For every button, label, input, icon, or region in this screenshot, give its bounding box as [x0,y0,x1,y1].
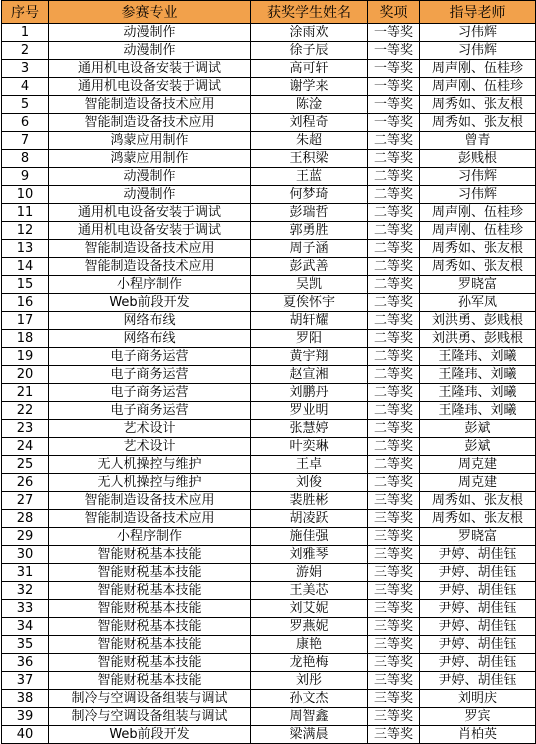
cell-subject: 鸿蒙应用制作 [49,132,251,150]
cell-student-name: 刘鹏丹 [251,384,368,402]
table-row [2,132,536,150]
cell-subject: 动漫制作 [49,24,251,42]
cell-subject: Web前段开发 [49,294,251,312]
cell-student-name: 游娟 [251,564,368,582]
table-row [2,726,536,744]
table-row [2,582,536,600]
cell-teacher: 周秀如、张友根 [420,510,536,528]
cell-student-name: 彭瑞哲 [251,204,368,222]
cell-index: 8 [2,150,49,168]
table-row [2,456,536,474]
cell-subject: 电子商务运营 [49,384,251,402]
cell-index: 29 [2,528,49,546]
cell-subject: 通用机电设备安装于调试 [49,78,251,96]
cell-student-name: 吴凯 [251,276,368,294]
cell-teacher: 尹婷、胡佳钰 [420,618,536,636]
cell-subject: 制冷与空调设备组装与调试 [49,690,251,708]
cell-subject: 制冷与空调设备组装与调试 [49,708,251,726]
cell-teacher: 周声刚、伍桂珍 [420,222,536,240]
cell-teacher: 周秀如、张友根 [420,96,536,114]
cell-index: 27 [2,492,49,510]
header-row [2,1,536,24]
cell-subject: 无人机操控与维护 [49,474,251,492]
cell-student-name: 彭武善 [251,258,368,276]
cell-teacher: 王隆玮、刘曦 [420,402,536,420]
table-row [2,294,536,312]
cell-award: 二等奖 [368,330,420,348]
cell-award: 一等奖 [368,24,420,42]
cell-subject: 通用机电设备安装于调试 [49,222,251,240]
table-row [2,204,536,222]
table-row [2,474,536,492]
cell-student-name: 高可轩 [251,60,368,78]
header-teacher: 指导老师 [420,1,536,24]
cell-teacher: 刘洪勇、彭贱根 [420,312,536,330]
cell-award: 二等奖 [368,276,420,294]
table-row [2,384,536,402]
cell-teacher: 周秀如、张友根 [420,240,536,258]
cell-subject: 智能财税基本技能 [49,654,251,672]
cell-student-name: 康艳 [251,636,368,654]
cell-student-name: 张慧婷 [251,420,368,438]
cell-teacher: 周秀如、张友根 [420,258,536,276]
cell-teacher: 尹婷、胡佳钰 [420,564,536,582]
cell-award: 二等奖 [368,348,420,366]
cell-subject: 艺术设计 [49,438,251,456]
cell-subject: 电子商务运营 [49,348,251,366]
cell-index: 40 [2,726,49,744]
table-row [2,402,536,420]
cell-subject: 动漫制作 [49,186,251,204]
cell-index: 9 [2,168,49,186]
cell-index: 15 [2,276,49,294]
table-row [2,564,536,582]
cell-student-name: 胡凌跃 [251,510,368,528]
cell-index: 20 [2,366,49,384]
cell-award: 三等奖 [368,708,420,726]
cell-subject: 智能制造设备技术应用 [49,258,251,276]
cell-index: 19 [2,348,49,366]
cell-teacher: 周秀如、张友根 [420,114,536,132]
cell-award: 一等奖 [368,96,420,114]
cell-student-name: 罗燕妮 [251,618,368,636]
cell-subject: 网络布线 [49,312,251,330]
table-row [2,492,536,510]
cell-student-name: 刘雅琴 [251,546,368,564]
cell-teacher: 周秀如、张友根 [420,492,536,510]
cell-subject: 智能制造设备技术应用 [49,492,251,510]
cell-award: 二等奖 [368,312,420,330]
cell-subject: 动漫制作 [49,168,251,186]
cell-subject: 智能财税基本技能 [49,636,251,654]
cell-teacher: 肖柏英 [420,726,536,744]
cell-award: 二等奖 [368,420,420,438]
cell-award: 三等奖 [368,600,420,618]
cell-index: 2 [2,42,49,60]
cell-teacher: 习伟辉 [420,168,536,186]
table-row [2,654,536,672]
table-body [2,24,536,744]
cell-index: 3 [2,60,49,78]
cell-student-name: 裴胜彬 [251,492,368,510]
table-row [2,348,536,366]
table-row [2,114,536,132]
header-student-name: 获奖学生姓名 [251,1,368,24]
cell-student-name: 叶奕琳 [251,438,368,456]
cell-index: 25 [2,456,49,474]
table-row [2,690,536,708]
cell-subject: 艺术设计 [49,420,251,438]
cell-award: 三等奖 [368,510,420,528]
table-row [2,438,536,456]
cell-index: 39 [2,708,49,726]
header-award: 奖项 [368,1,420,24]
table-row [2,150,536,168]
cell-award: 二等奖 [368,366,420,384]
cell-teacher: 周声刚、伍桂珍 [420,78,536,96]
cell-student-name: 施佳强 [251,528,368,546]
cell-subject: 智能制造设备技术应用 [49,96,251,114]
cell-index: 10 [2,186,49,204]
cell-teacher: 彭斌 [420,420,536,438]
cell-teacher: 周声刚、伍桂珍 [420,60,536,78]
table-row [2,96,536,114]
cell-subject: 智能财税基本技能 [49,672,251,690]
cell-teacher: 孙军凤 [420,294,536,312]
cell-student-name: 罗业明 [251,402,368,420]
cell-subject: Web前段开发 [49,726,251,744]
cell-student-name: 龙艳梅 [251,654,368,672]
cell-subject: 通用机电设备安装于调试 [49,204,251,222]
cell-teacher: 罗宾 [420,708,536,726]
cell-subject: 网络布线 [49,330,251,348]
cell-index: 17 [2,312,49,330]
awards-table [1,0,536,744]
cell-index: 34 [2,618,49,636]
cell-student-name: 梁满晨 [251,726,368,744]
cell-subject: 智能财税基本技能 [49,600,251,618]
cell-award: 三等奖 [368,672,420,690]
cell-student-name: 陈淦 [251,96,368,114]
cell-award: 三等奖 [368,582,420,600]
cell-teacher: 罗晓富 [420,528,536,546]
table-row [2,600,536,618]
table-row [2,276,536,294]
table-row [2,186,536,204]
cell-index: 36 [2,654,49,672]
cell-teacher: 尹婷、胡佳钰 [420,636,536,654]
cell-teacher: 周声刚、伍桂珍 [420,204,536,222]
cell-subject: 智能制造设备技术应用 [49,240,251,258]
cell-index: 31 [2,564,49,582]
cell-award: 三等奖 [368,546,420,564]
cell-teacher: 尹婷、胡佳钰 [420,672,536,690]
cell-index: 13 [2,240,49,258]
cell-subject: 小程序制作 [49,528,251,546]
cell-teacher: 习伟辉 [420,186,536,204]
cell-subject: 无人机操控与维护 [49,456,251,474]
cell-student-name: 徐子辰 [251,42,368,60]
cell-index: 35 [2,636,49,654]
table-row [2,546,536,564]
cell-subject: 智能制造设备技术应用 [49,114,251,132]
cell-student-name: 刘艾妮 [251,600,368,618]
cell-subject: 电子商务运营 [49,402,251,420]
cell-award: 二等奖 [368,240,420,258]
cell-student-name: 王美芯 [251,582,368,600]
cell-award: 二等奖 [368,204,420,222]
cell-student-name: 谢学来 [251,78,368,96]
cell-teacher: 尹婷、胡佳钰 [420,582,536,600]
cell-student-name: 赵宣湘 [251,366,368,384]
cell-student-name: 刘俊 [251,474,368,492]
cell-award: 二等奖 [368,294,420,312]
table-row [2,636,536,654]
cell-teacher: 罗晓富 [420,276,536,294]
cell-teacher: 曾青 [420,132,536,150]
cell-subject: 智能财税基本技能 [49,564,251,582]
table-row [2,168,536,186]
cell-student-name: 周智鑫 [251,708,368,726]
cell-index: 12 [2,222,49,240]
cell-index: 38 [2,690,49,708]
cell-index: 18 [2,330,49,348]
cell-index: 14 [2,258,49,276]
cell-subject: 鸿蒙应用制作 [49,150,251,168]
cell-student-name: 王积梁 [251,150,368,168]
cell-teacher: 王隆玮、刘曦 [420,366,536,384]
cell-index: 23 [2,420,49,438]
cell-award: 二等奖 [368,132,420,150]
cell-index: 4 [2,78,49,96]
table-row [2,222,536,240]
cell-teacher: 周克建 [420,474,536,492]
cell-award: 二等奖 [368,474,420,492]
cell-index: 7 [2,132,49,150]
cell-index: 24 [2,438,49,456]
cell-subject: 智能制造设备技术应用 [49,510,251,528]
cell-subject: 电子商务运营 [49,366,251,384]
cell-student-name: 黄宇翔 [251,348,368,366]
cell-subject: 智能财税基本技能 [49,618,251,636]
cell-index: 22 [2,402,49,420]
cell-award: 三等奖 [368,564,420,582]
cell-teacher: 刘明庆 [420,690,536,708]
cell-award: 一等奖 [368,114,420,132]
table-row [2,312,536,330]
table-row [2,420,536,438]
cell-student-name: 王卓 [251,456,368,474]
table-row [2,24,536,42]
cell-student-name: 郭勇胜 [251,222,368,240]
cell-student-name: 夏俟怀宇 [251,294,368,312]
cell-teacher: 周克建 [420,456,536,474]
table-row [2,60,536,78]
cell-award: 一等奖 [368,78,420,96]
table-row [2,528,536,546]
table-row [2,78,536,96]
header-subject: 参赛专业 [49,1,251,24]
table-row [2,330,536,348]
table-row [2,42,536,60]
cell-index: 32 [2,582,49,600]
table-row [2,672,536,690]
cell-award: 二等奖 [368,402,420,420]
table-row [2,366,536,384]
cell-award: 二等奖 [368,168,420,186]
cell-award: 二等奖 [368,384,420,402]
cell-award: 二等奖 [368,222,420,240]
cell-award: 二等奖 [368,150,420,168]
cell-index: 1 [2,24,49,42]
cell-teacher: 尹婷、胡佳钰 [420,546,536,564]
cell-student-name: 刘程奇 [251,114,368,132]
cell-award: 三等奖 [368,618,420,636]
table-row [2,708,536,726]
cell-award: 三等奖 [368,492,420,510]
cell-award: 一等奖 [368,42,420,60]
cell-award: 二等奖 [368,186,420,204]
cell-subject: 动漫制作 [49,42,251,60]
cell-award: 三等奖 [368,636,420,654]
table-row [2,510,536,528]
cell-teacher: 习伟辉 [420,24,536,42]
table-row [2,618,536,636]
cell-teacher: 王隆玮、刘曦 [420,384,536,402]
cell-subject: 小程序制作 [49,276,251,294]
cell-subject: 通用机电设备安装于调试 [49,60,251,78]
cell-student-name: 孙文杰 [251,690,368,708]
cell-student-name: 罗阳 [251,330,368,348]
cell-index: 16 [2,294,49,312]
cell-award: 一等奖 [368,60,420,78]
cell-subject: 智能财税基本技能 [49,546,251,564]
cell-award: 三等奖 [368,654,420,672]
cell-index: 37 [2,672,49,690]
cell-teacher: 彭贱根 [420,150,536,168]
cell-teacher: 彭斌 [420,438,536,456]
cell-award: 二等奖 [368,438,420,456]
cell-award: 二等奖 [368,456,420,474]
cell-student-name: 王蓝 [251,168,368,186]
cell-teacher: 王隆玮、刘曦 [420,348,536,366]
cell-award: 二等奖 [368,258,420,276]
cell-index: 21 [2,384,49,402]
header-index: 序号 [2,1,49,24]
cell-subject: 智能财税基本技能 [49,582,251,600]
table-row [2,258,536,276]
cell-index: 28 [2,510,49,528]
cell-student-name: 涂雨欢 [251,24,368,42]
cell-index: 30 [2,546,49,564]
cell-teacher: 习伟辉 [420,42,536,60]
cell-index: 6 [2,114,49,132]
cell-index: 33 [2,600,49,618]
cell-award: 三等奖 [368,690,420,708]
cell-student-name: 朱超 [251,132,368,150]
cell-teacher: 尹婷、胡佳钰 [420,600,536,618]
cell-student-name: 刘彤 [251,672,368,690]
cell-student-name: 胡轩耀 [251,312,368,330]
cell-teacher: 刘洪勇、彭贱根 [420,330,536,348]
cell-index: 26 [2,474,49,492]
cell-award: 三等奖 [368,528,420,546]
cell-teacher: 尹婷、胡佳钰 [420,654,536,672]
cell-student-name: 周子涵 [251,240,368,258]
cell-index: 11 [2,204,49,222]
cell-award: 三等奖 [368,726,420,744]
cell-student-name: 何梦琦 [251,186,368,204]
cell-index: 5 [2,96,49,114]
table-row [2,240,536,258]
